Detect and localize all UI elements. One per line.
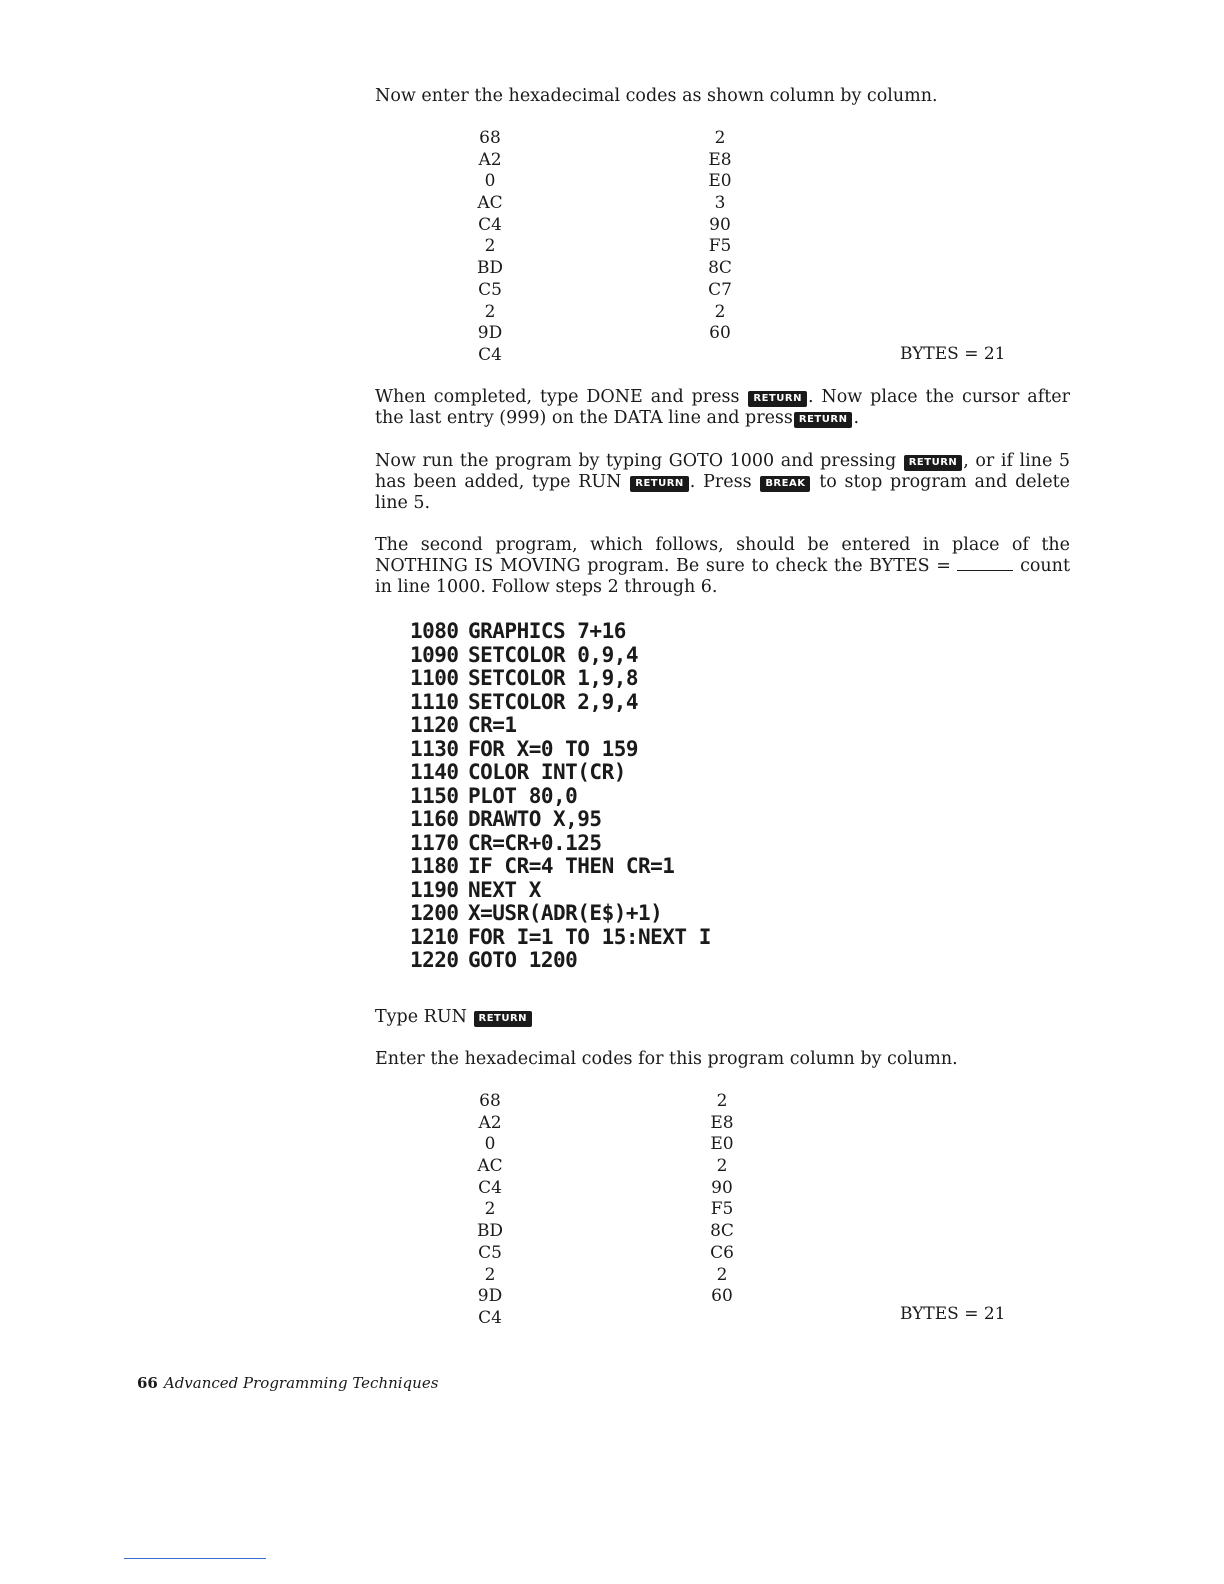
code-line — [410, 644, 711, 668]
hex-value: 2 — [484, 236, 496, 257]
done-paragraph — [375, 387, 1070, 429]
hex-value: C5 — [478, 279, 502, 300]
code-line — [410, 902, 711, 926]
book-title: Advanced Programming Techniques — [163, 1374, 439, 1392]
hex-value: C4 — [478, 214, 502, 235]
second-text-b: count in line 1000. Follow steps 2 through 6. — [375, 556, 1070, 597]
statement: IF CR=4 THEN CR=1 — [468, 854, 675, 878]
code-line — [410, 808, 711, 832]
code-line — [410, 714, 711, 738]
line-number: 1140 — [410, 760, 459, 784]
bytes-count: BYTES = 21 — [900, 1304, 1006, 1324]
basic-listing — [410, 620, 711, 973]
hex-value: BD — [476, 1221, 504, 1242]
line-number: 1090 — [410, 642, 459, 667]
line-number: 1110 — [410, 689, 459, 714]
statement: NEXT X — [468, 877, 541, 902]
statement: DRAWTO X,95 — [468, 807, 602, 831]
hex-value: C4 — [478, 1177, 502, 1198]
hex-value: 2 — [714, 301, 726, 322]
hex-value: C5 — [478, 1242, 502, 1263]
second-text-a: The second program, which follows, should be entered in place of the NOTHING IS MOVING program. Be sure to check the BYTES = — [375, 535, 1070, 576]
code-line — [410, 926, 711, 950]
statement: FOR X=0 TO 159 — [468, 736, 639, 761]
run-text-d: to stop program and delete line 5. — [375, 472, 1070, 513]
hex-value: F5 — [708, 236, 732, 257]
hex-value: 60 — [711, 1286, 733, 1307]
hex-value: 68 — [479, 128, 501, 148]
statement: CR=1 — [468, 713, 517, 737]
line-number: 1180 — [410, 854, 459, 878]
hex-value: C4 — [478, 344, 502, 365]
run-text-a: Now run the program by typing GOTO 1000 and pressing — [375, 451, 897, 471]
statement: SETCOLOR 1,9,8 — [468, 666, 639, 690]
hex-value: E8 — [708, 149, 732, 170]
statement: X=USR(ADR(E$)+1) — [468, 901, 663, 925]
hex-column-1 — [470, 1091, 510, 1330]
return-key: RETURN — [630, 476, 689, 492]
hex-column-2 — [702, 1091, 742, 1308]
line-number: 1160 — [410, 807, 459, 831]
done-text-b: . Now place the cursor after the last entry (999) on the DATA line and press — [375, 387, 1070, 428]
statement: CR=CR+0.125 — [468, 830, 602, 855]
line-number: 1170 — [410, 830, 459, 855]
line-number: 1080 — [410, 619, 459, 643]
enter-hex-text: Enter the hexadecimal codes for this program column by column. — [375, 1049, 958, 1069]
hex-value: A2 — [478, 1112, 502, 1133]
code-line — [410, 738, 711, 762]
run-text-b: , or if line 5 has been added, type RUN — [375, 451, 1070, 492]
code-line — [410, 761, 711, 785]
hex-value: 90 — [709, 214, 731, 235]
bytes-count: BYTES = 21 — [900, 344, 1006, 364]
code-line — [410, 949, 711, 973]
return-key: RETURN — [474, 1011, 533, 1027]
hex-value: AC — [477, 193, 503, 214]
return-key: RETURN — [904, 455, 963, 471]
return-key: RETURN — [748, 391, 807, 407]
hex-value: E0 — [710, 1134, 734, 1155]
hex-value: 8C — [708, 258, 732, 279]
hex-value: 2 — [716, 1091, 728, 1111]
run-text-c: . Press — [689, 472, 752, 492]
done-text-a: When completed, type DONE and press — [375, 387, 740, 407]
hex-value: 9D — [477, 1286, 503, 1307]
break-key: BREAK — [760, 476, 810, 492]
hex-value: C4 — [478, 1307, 502, 1328]
hex-column-2 — [700, 128, 740, 345]
code-line — [410, 667, 711, 691]
hex-value: 3 — [714, 193, 726, 214]
hex-value: C7 — [708, 279, 732, 300]
hex-value: 9D — [477, 323, 503, 344]
intro-text: Now enter the hexadecimal codes as shown column by column. — [375, 86, 938, 106]
hex-value: E8 — [710, 1112, 734, 1133]
hex-value: 60 — [709, 323, 731, 344]
hex-value: A2 — [478, 149, 502, 170]
divider — [124, 1558, 266, 1559]
return-key: RETURN — [794, 412, 853, 428]
done-text-c: . — [853, 408, 860, 428]
line-number: 1120 — [410, 713, 459, 737]
blank-line — [957, 556, 1013, 571]
hex-value: 2 — [484, 1264, 496, 1285]
hex-value: 0 — [484, 171, 496, 192]
hex-value: 2 — [484, 1199, 496, 1220]
code-line — [410, 879, 711, 903]
hex-value: BD — [476, 258, 504, 279]
hex-value: AC — [477, 1156, 503, 1177]
line-number: 1210 — [410, 924, 459, 949]
code-line — [410, 691, 711, 715]
statement: FOR I=1 TO 15:NEXT I — [468, 924, 711, 949]
statement: PLOT 80,0 — [468, 783, 578, 808]
code-line — [410, 832, 711, 856]
page-footer — [137, 1374, 438, 1392]
line-number: 1150 — [410, 783, 459, 808]
type-run-line — [375, 1007, 1070, 1028]
line-number: 1100 — [410, 666, 459, 690]
statement: SETCOLOR 2,9,4 — [468, 689, 639, 714]
statement: SETCOLOR 0,9,4 — [468, 642, 639, 667]
hex-value: 2 — [716, 1156, 728, 1177]
hex-value: 90 — [711, 1177, 733, 1198]
hex-value: 2 — [716, 1264, 728, 1285]
line-number: 1200 — [410, 901, 459, 925]
hex-value: E0 — [708, 171, 732, 192]
run-paragraph — [375, 451, 1070, 514]
hex-value: 2 — [714, 128, 726, 148]
statement: GOTO 1200 — [468, 948, 578, 972]
hex-value: F5 — [710, 1199, 734, 1220]
code-line — [410, 785, 711, 809]
line-number: 1130 — [410, 736, 459, 761]
line-number: 1220 — [410, 948, 459, 972]
hex-value: 8C — [710, 1221, 734, 1242]
hex-value: 0 — [484, 1134, 496, 1155]
hex-value: 2 — [484, 301, 496, 322]
code-line — [410, 620, 711, 644]
type-run-text: Type RUN — [375, 1007, 467, 1027]
hex-value: 68 — [479, 1091, 501, 1111]
second-program-paragraph — [375, 535, 1070, 598]
code-line — [410, 855, 711, 879]
page-number: 66 — [137, 1374, 158, 1392]
line-number: 1190 — [410, 877, 459, 902]
hex-column-1 — [470, 128, 510, 367]
statement: GRAPHICS 7+16 — [468, 619, 626, 643]
statement: COLOR INT(CR) — [468, 760, 626, 784]
hex-value: C6 — [710, 1242, 734, 1263]
